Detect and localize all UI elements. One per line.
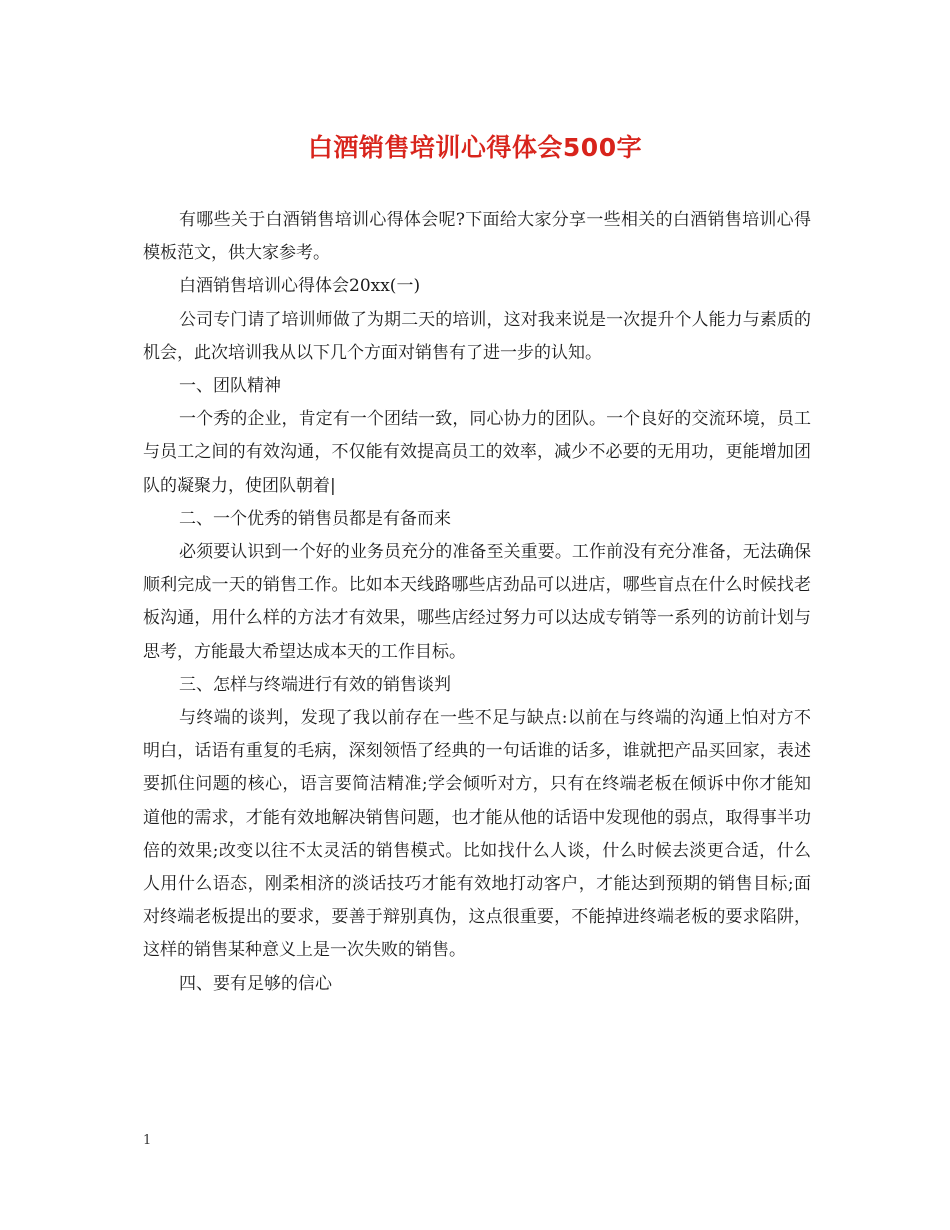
- body-paragraph: 必须要认识到一个好的业务员充分的准备至关重要。工作前没有充分准备，无法确保顺利完成一天的销售工作。比如本天线路哪些店劲品可以进店，哪些盲点在什么时候找老板沟通，用什么样的方法才有效果，哪些店经过努力可以达成专销等一系列的访前计划与思考，方能最大希望达成本天的工作目标。: [143, 542, 811, 662]
- page-number: 1: [143, 1133, 152, 1148]
- section-heading: 四、要有足够的信心: [179, 973, 332, 994]
- section-heading: 三、怎样与终端进行有效的销售谈判: [179, 674, 451, 695]
- section-heading: 白酒销售培训心得体会20xx(一): [179, 276, 421, 297]
- body-paragraph: 公司专门请了培训师做了为期二天的培训，这对我来说是一次提升个人能力与素质的机会，此次培训我从以下几个方面对销售有了进一步的认知。: [143, 309, 811, 363]
- intro-paragraph: 有哪些关于白酒销售培训心得体会呢?下面给大家分享一些相关的白酒销售培训心得模板范文，供大家参考。: [143, 210, 811, 264]
- document-title: 白酒销售培训心得体会500字: [307, 133, 643, 162]
- body-paragraph: 一个秀的企业，肯定有一个团结一致，同心协力的团队。一个良好的交流环境，员工与员工之间的有效沟通，不仅能有效提高员工的效率，减少不必要的无用功，更能增加团队的凝聚力，使团队朝着|: [143, 409, 811, 496]
- section-heading: 二、一个优秀的销售员都是有备而来: [179, 508, 451, 529]
- document-body: [143, 204, 811, 1001]
- section-heading: 一、团队精神: [179, 376, 281, 397]
- body-paragraph: 与终端的谈判，发现了我以前存在一些不足与缺点:以前在与终端的沟通上怕对方不明白，话语有重复的毛病，深刻领悟了经典的一句话谁的话多，谁就把产品买回家，表述要抓住问题的核心，语言要简洁精准;学会倾听对方，只有在终端老板在倾诉中你才能知道他的需求，才能有效地解决销售问题，也才能从他的话语中发现他的弱点，取得事半功倍的效果;改变以往不太灵活的销售模式。比如找什么人谈，什么时候去淡更合适，什么人用什么语态，刚柔相济的淡话技巧才能有效地打动客户，才能达到预期的销售目标;面对终端老板提出的要求，要善于辩别真伪，这点很重要，不能掉进终端老板的要求陷阱，这样的销售某种意义上是一次失败的销售。: [143, 708, 811, 961]
